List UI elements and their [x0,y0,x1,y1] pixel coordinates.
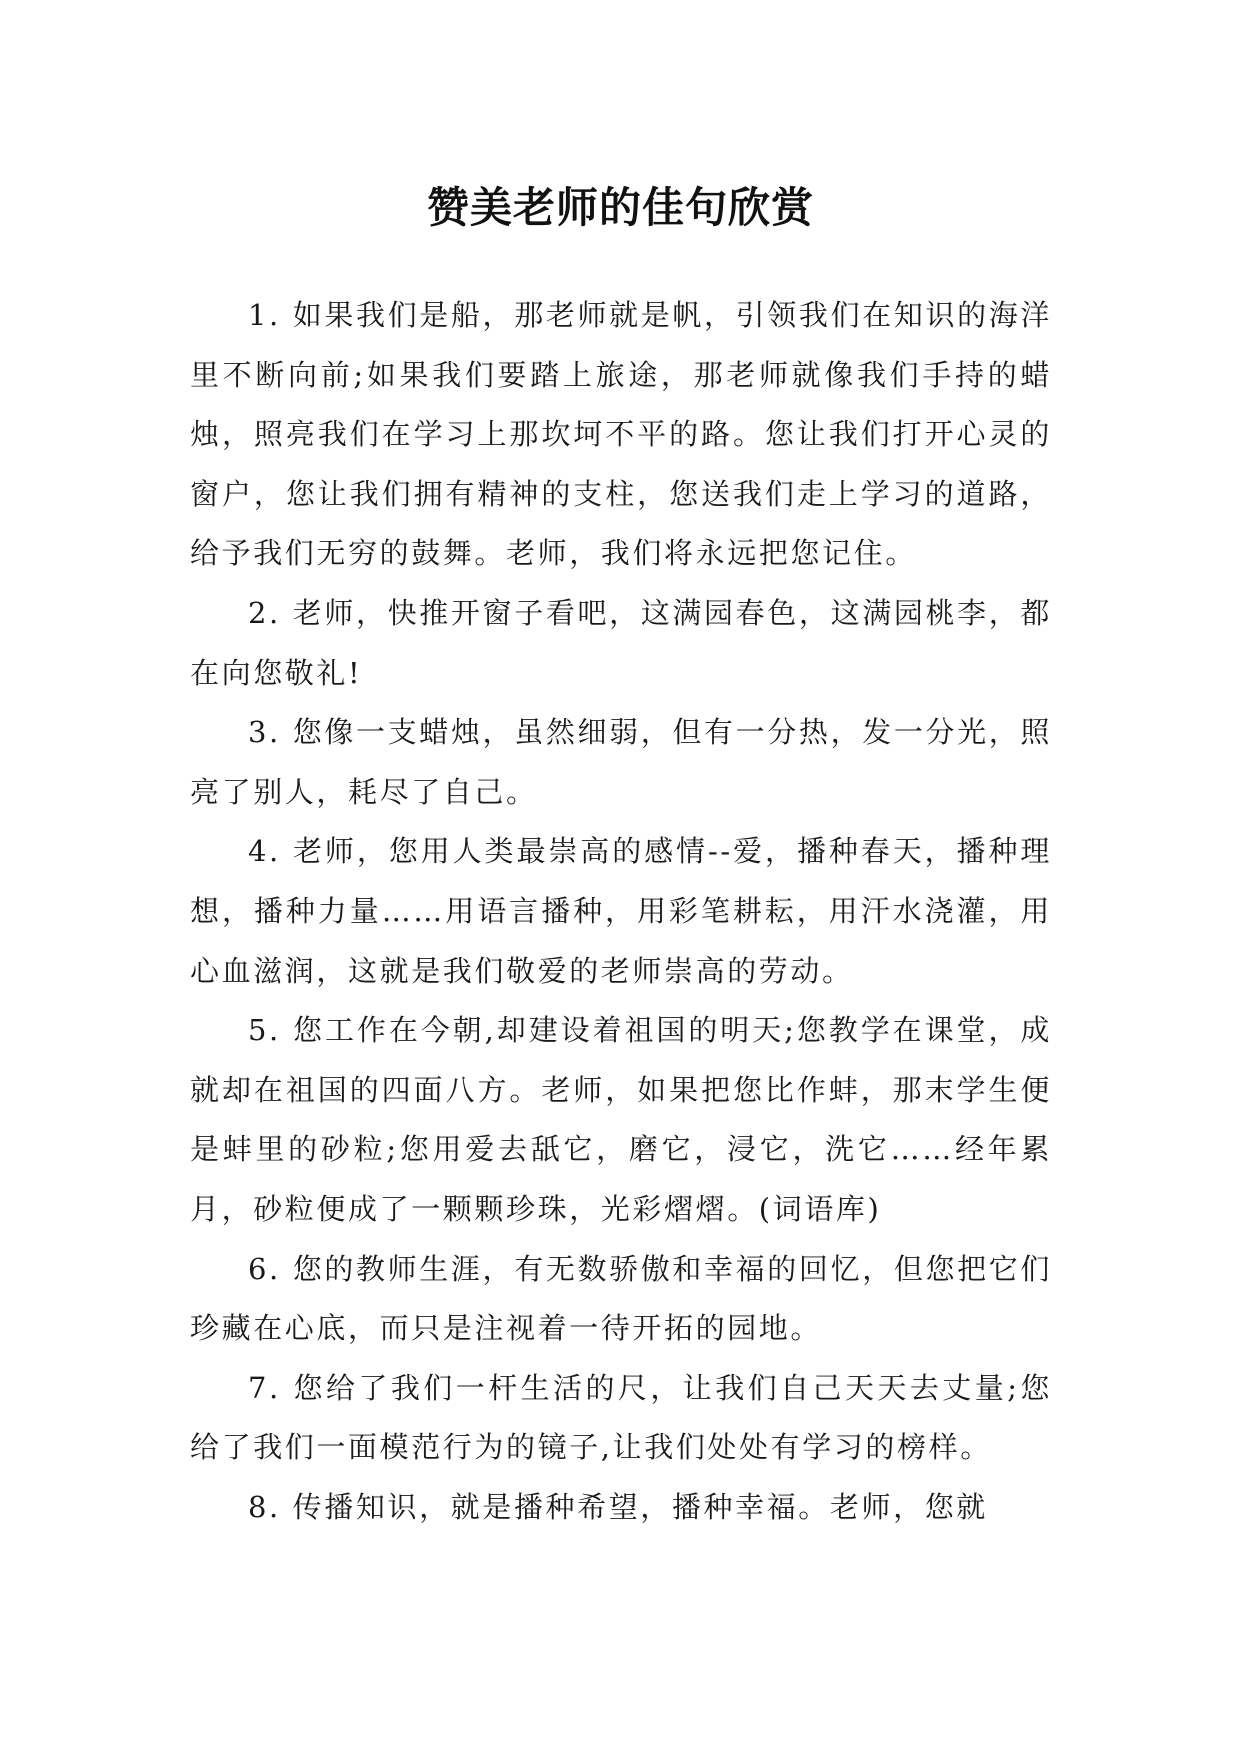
document-title: 赞美老师的佳句欣赏 [426,183,814,233]
document-body [190,286,1052,1537]
paragraph-2: 2. 老师，快推开窗子看吧，这满园春色，这满园桃李，都在向您敬礼! [190,595,1052,690]
paragraph-6: 6. 您的教师生涯，有无数骄傲和幸福的回忆，但您把它们珍藏在心底，而只是注视着一待开拓的园地。 [190,1251,1052,1346]
paragraph-7: 7. 您给了我们一杆生活的尺，让我们自己天天去丈量;您给了我们一面模范行为的镜子,让我们处处有学习的榜样。 [190,1370,1052,1465]
paragraph-1: 1. 如果我们是船，那老师就是帆，引领我们在知识的海洋里不断向前;如果我们要踏上旅途，那老师就像我们手持的蜡烛，照亮我们在学习上那坎坷不平的路。您让我们打开心灵的窗户，您让我们拥有精神的支柱，您送我们走上学习的道路，给予我们无穷的鼓舞。老师，我们将永远把您记住。 [190,298,1052,571]
paragraph-5: 5. 您工作在今朝,却建设着祖国的明天;您教学在课堂，成就却在祖国的四面八方。老师，如果把您比作蚌，那末学生便是蚌里的砂粒;您用爱去舐它，磨它，浸它，洗它……经年累月，砂粒便成了一颗颗珍珠，光彩熠熠。(词语库) [190,1013,1052,1226]
paragraph-3: 3. 您像一支蜡烛，虽然细弱，但有一分热，发一分光，照亮了别人，耗尽了自己。 [190,715,1052,809]
paragraph-4: 4. 老师，您用人类最崇高的感情--爱，播种春天，播种理想，播种力量……用语言播种，用彩笔耕耘，用汗水浇灌，用心血滋润，这就是我们敬爱的老师崇高的劳动。 [190,834,1052,988]
paragraph-8: 8. 传播知识，就是播种希望，播种幸福。老师，您就 [248,1489,988,1524]
